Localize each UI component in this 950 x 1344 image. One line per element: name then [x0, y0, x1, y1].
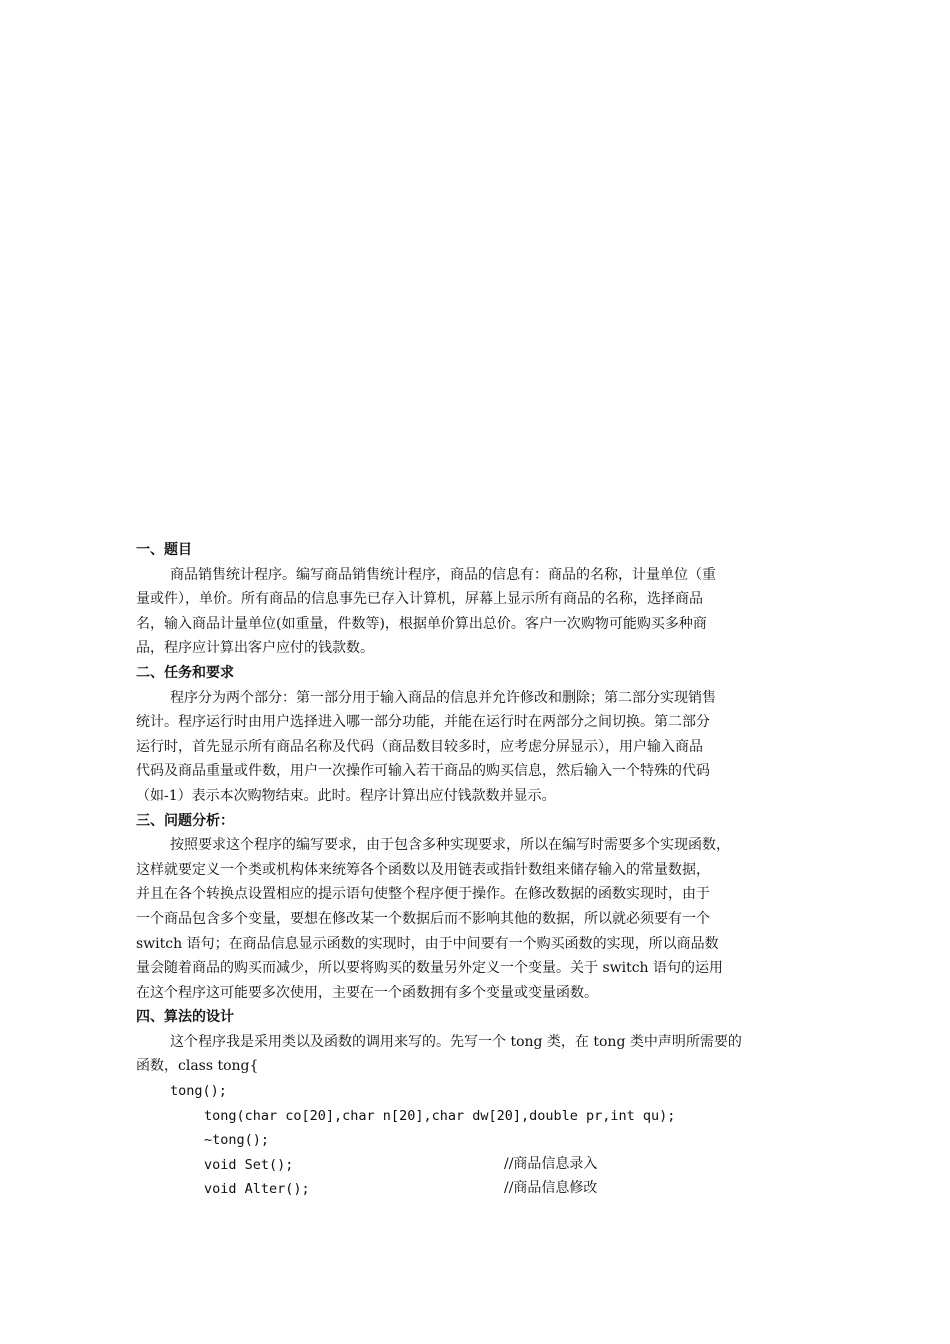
code-line: tong(char co[20],char n[20],char dw[20],double pr,int qu); — [204, 1107, 676, 1124]
code-comment: //商品信息修改 — [504, 1180, 598, 1197]
document-body — [136, 538, 848, 1202]
code-comment: //商品信息录入 — [504, 1155, 598, 1172]
paragraph-line: （如-1）表示本次购物结束。此时。程序计算出应付钱款数并显示。 — [136, 787, 556, 804]
paragraph-line: 在这个程序这可能要多次使用，主要在一个函数拥有多个变量或变量函数。 — [136, 984, 598, 1001]
code-row — [136, 1177, 848, 1202]
paragraph-line: 并且在各个转换点设置相应的提示语句使整个程序便于操作。在修改数据的函数实现时，由于 — [136, 886, 710, 903]
paragraph-line: 一个商品包含多个变量，要想在修改某一个数据后而不影响其他的数据，所以就必须要有一个 — [136, 910, 710, 927]
code-line: tong(); — [170, 1083, 227, 1100]
paragraph-line: 这样就要定义一个类或机构体来统筹各个函数以及用链表或指针数组来储存输入的常量数据， — [136, 861, 710, 878]
paragraph-line: 这个程序我是采用类以及函数的调用来写的。先写一个 tong 类，在 tong 类中声明所需要的 — [170, 1033, 742, 1050]
paragraph-line: 品，程序应计算出客户应付的钱款数。 — [136, 640, 374, 657]
paragraph-line: 名，输入商品计量单位(如重量，件数等)，根据单价算出总价。客户一次购物可能购买多种商 — [136, 615, 707, 632]
paragraph-line: 函数，class tong{ — [136, 1058, 259, 1075]
paragraph-line: 量会随着商品的购买而减少，所以要将购买的数量另外定义一个变量。关于 switch 语句的运用 — [136, 960, 724, 977]
paragraph-line: 统计。程序运行时由用户选择进入哪一部分功能，并能在运行时在两部分之间切换。第二部分 — [136, 714, 710, 731]
code-line: ~tong(); — [204, 1132, 270, 1149]
paragraph-line: 按照要求这个程序的编写要求，由于包含多种实现要求，所以在编写时需要多个实现函数， — [170, 837, 730, 854]
paragraph-line: 程序分为两个部分：第一部分用于输入商品的信息并允许修改和删除；第二部分实现销售 — [170, 689, 716, 706]
section-heading-title: 一、题目 — [136, 542, 192, 558]
paragraph-line: 运行时，首先显示所有商品名称及代码（商品数目较多时，应考虑分屏显示），用户输入商品 — [136, 738, 703, 755]
code-line: void Alter(); — [204, 1181, 310, 1198]
section-heading-algorithm: 四、算法的设计 — [136, 1009, 234, 1026]
paragraph-line: 商品销售统计程序。编写商品销售统计程序，商品的信息有：商品的名称，计量单位（重 — [170, 566, 716, 583]
code-row — [136, 1153, 848, 1178]
paragraph-line: switch 语句；在商品信息显示函数的实现时，由于中间要有一个购买函数的实现，所以商品数 — [136, 935, 719, 952]
code-line: void Set(); — [204, 1156, 294, 1173]
section-heading-analysis: 三、问题分析： — [136, 812, 234, 829]
paragraph-line: 代码及商品重量或件数，用户一次操作可输入若干商品的购买信息，然后输入一个特殊的代码 — [136, 763, 710, 780]
paragraph-line: 量或件），单价。所有商品的信息事先已存入计算机，屏幕上显示所有商品的名称，选择商品 — [136, 591, 703, 608]
section-heading-tasks: 二、任务和要求 — [136, 664, 234, 681]
